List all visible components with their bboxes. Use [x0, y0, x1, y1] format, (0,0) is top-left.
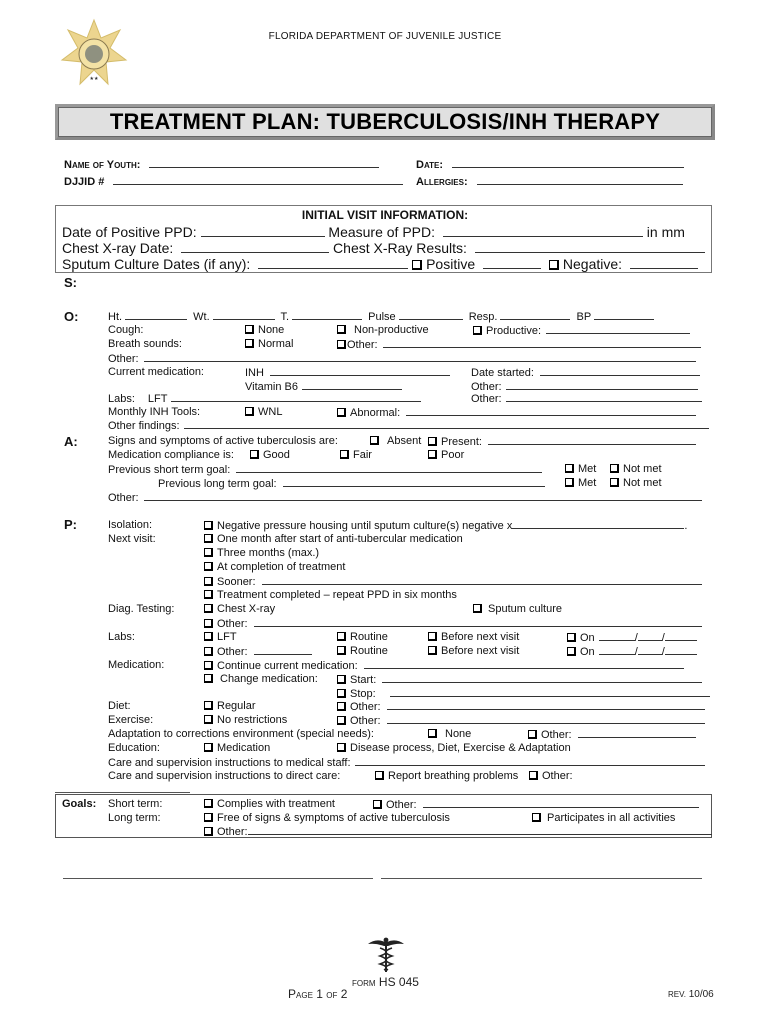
other-before-next-visit-label: Before next visit — [441, 645, 520, 657]
care-medical-staff-field[interactable] — [355, 756, 705, 766]
isolation-label: Isolation: — [108, 519, 153, 531]
agency-name: FLORIDA DEPARTMENT OF JUVENILE JUSTICE — [268, 31, 502, 42]
prev-short-goal-label: Previous short term goal: — [108, 464, 231, 476]
current-medication-label: Current medication: — [108, 366, 204, 378]
short-other-field[interactable] — [423, 798, 699, 808]
treatment-completed-label: Treatment completed – repeat PPD in six months — [217, 589, 457, 601]
pulse-field[interactable] — [399, 310, 463, 320]
next-visit-one-month-checkbox[interactable] — [204, 534, 213, 543]
cough-none-checkbox[interactable] — [245, 325, 254, 334]
compliance-good-label: Good — [263, 449, 290, 461]
chest-xray-row — [62, 240, 705, 256]
continue-medication-label: Continue current medication: — [217, 660, 358, 672]
edu-disease-label: Disease process, Diet, Exercise & Adaptation — [350, 742, 571, 754]
signature-line-left[interactable] — [63, 878, 373, 879]
next-visit-completion-checkbox[interactable] — [204, 562, 213, 571]
abnormal-label: Abnormal: — [350, 407, 401, 419]
wnl-checkbox[interactable] — [245, 407, 254, 416]
date-row — [416, 158, 684, 172]
page-of: OF — [326, 991, 338, 1000]
date-started-field[interactable] — [540, 366, 700, 376]
resp-field[interactable] — [500, 310, 570, 320]
lft-label: LFT — [147, 393, 168, 405]
compliance-fair-label: Fair — [353, 449, 372, 461]
cough-nonproductive-label: Non-productive — [354, 324, 429, 336]
vitals-row — [108, 310, 657, 324]
positive-checkbox[interactable] — [412, 260, 422, 270]
form-title: TREATMENT PLAN: TUBERCULOSIS/INH THERAPY — [109, 109, 661, 134]
other-routine-label: Routine — [350, 645, 388, 657]
lft-on-day-field[interactable] — [638, 631, 662, 641]
name-of-youth-row — [64, 158, 379, 172]
goals-label: Goals: — [62, 798, 97, 810]
assessment-other-field[interactable] — [144, 491, 702, 501]
compliance-label: Medication compliance is: — [108, 449, 234, 461]
other-on-month-field[interactable] — [599, 645, 635, 655]
long-other-checkbox[interactable] — [204, 827, 213, 836]
complies-label: Complies with treatment — [217, 798, 335, 810]
lft-routine-label: Routine — [350, 631, 388, 643]
page-number: 1 — [316, 987, 323, 1001]
weight-field[interactable] — [213, 310, 275, 320]
abnormal-checkbox[interactable] — [337, 408, 346, 417]
adaptation-label: Adaptation to corrections environment (special needs): — [108, 728, 374, 740]
lft-routine-checkbox[interactable] — [337, 632, 346, 641]
present-field[interactable] — [488, 435, 696, 445]
allergies-row — [416, 175, 683, 189]
report-breathing-checkbox[interactable] — [375, 771, 384, 780]
exercise-other-field[interactable] — [387, 714, 705, 724]
start-checkbox[interactable] — [337, 675, 346, 684]
breath-other-field[interactable] — [383, 338, 701, 348]
compliance-good-checkbox[interactable] — [250, 450, 259, 459]
djjid-label: DJJID # — [64, 176, 105, 188]
adaptation-other-field[interactable] — [578, 728, 696, 738]
exercise-other-checkbox[interactable] — [337, 716, 346, 725]
plan-labs-label: Labs: — [108, 631, 135, 643]
breath-other-checkbox[interactable] — [337, 340, 346, 349]
start-field[interactable] — [382, 673, 702, 683]
next-visit-sooner-field[interactable] — [262, 575, 702, 585]
chest-xray-results-label: Chest X-Ray Results: — [333, 240, 467, 256]
plan-medication-label: Medication: — [108, 659, 165, 671]
positive-label: Positive — [426, 256, 476, 272]
free-of-signs-checkbox[interactable] — [204, 813, 213, 822]
sputum-culture-dates-label: Sputum Culture Dates (if any): — [62, 256, 251, 272]
next-visit-sooner-label: Sooner: — [217, 576, 256, 588]
next-visit-one-month-label: One month after start of anti-tubercular medication — [217, 533, 463, 545]
labs-label: Labs: — [108, 393, 135, 405]
measure-ppd-label: Measure of PPD: — [328, 224, 436, 240]
present-checkbox[interactable] — [428, 437, 437, 446]
chest-xray-date-label: Chest X-ray Date: — [62, 240, 174, 256]
medication-other-1-field[interactable] — [506, 380, 698, 390]
signs-symptoms-label: Signs and symptoms of active tuberculosis are: — [108, 435, 338, 447]
chest-xray-results-field[interactable] — [475, 243, 705, 253]
inh-field[interactable] — [270, 366, 450, 376]
prev-long-goal-field[interactable] — [283, 477, 545, 487]
lft-on-label: On — [580, 632, 595, 644]
short-other-label: Other: — [386, 799, 417, 811]
date-positive-ppd-field[interactable] — [201, 227, 325, 237]
page-total: 2 — [340, 987, 348, 1001]
other-on-day-field[interactable] — [638, 645, 662, 655]
continue-medication-field[interactable] — [364, 659, 684, 669]
long-not-met-label: Not met — [623, 477, 662, 489]
isolation-option-label: Negative pressure housing until sputum culture(s) negative x — [217, 520, 513, 532]
weight-label: Wt. — [193, 311, 210, 323]
diag-other-field[interactable] — [254, 617, 702, 627]
change-medication-label: Change medication: — [220, 673, 318, 685]
stop-field[interactable] — [390, 687, 710, 697]
prev-long-goal-label: Previous long term goal: — [158, 478, 277, 490]
long-other-label: Other: — [217, 826, 248, 838]
isolation-checkbox[interactable] — [204, 521, 213, 530]
medication-other-2-field[interactable] — [506, 392, 702, 402]
revision — [668, 989, 714, 1000]
labs-other-label: Other: — [217, 646, 248, 658]
change-medication-checkbox[interactable] — [204, 674, 213, 683]
labs-other-field[interactable] — [254, 645, 312, 655]
care-other-checkbox[interactable] — [529, 771, 538, 780]
lft-before-next-visit-checkbox[interactable] — [428, 632, 437, 641]
prev-short-goal-field[interactable] — [236, 463, 542, 473]
djjid-row — [64, 175, 403, 189]
resp-label: Resp. — [468, 311, 498, 323]
name-of-youth-label: Name of Youth: — [64, 159, 141, 171]
next-visit-three-months-checkbox[interactable] — [204, 548, 213, 557]
long-met-label: Met — [578, 477, 597, 489]
breath-normal-checkbox[interactable] — [245, 339, 254, 348]
date-field[interactable] — [452, 158, 684, 168]
diet-regular-checkbox[interactable] — [204, 701, 213, 710]
diet-regular-label: Regular — [217, 700, 256, 712]
next-visit-completion-label: At completion of treatment — [217, 561, 346, 573]
long-term-label: Long term: — [108, 812, 161, 824]
stop-checkbox[interactable] — [337, 689, 346, 698]
monthly-inh-label: Monthly INH Tools: — [108, 406, 201, 418]
short-term-label: Short term: — [108, 798, 163, 810]
diag-other-checkbox[interactable] — [204, 619, 213, 628]
medication-other-1-label: Other: — [471, 381, 502, 393]
chest-xray-checkbox[interactable] — [204, 604, 213, 613]
education-label: Education: — [108, 742, 160, 754]
bp-field[interactable] — [594, 310, 654, 320]
cough-productive-checkbox[interactable] — [473, 326, 482, 335]
chest-xray-date-field[interactable] — [181, 243, 329, 253]
rev-date: 10/06 — [688, 989, 714, 1000]
name-of-youth-field[interactable] — [149, 158, 379, 168]
assessment-label: A: — [64, 434, 78, 449]
lft-on-month-field[interactable] — [599, 631, 635, 641]
other-routine-checkbox[interactable] — [337, 646, 346, 655]
continue-medication-checkbox[interactable] — [204, 661, 213, 670]
other-before-next-visit-checkbox[interactable] — [428, 646, 437, 655]
other-on-label: On — [580, 646, 595, 658]
positive-field[interactable] — [483, 259, 541, 269]
temperature-field[interactable] — [292, 310, 362, 320]
divider-line — [55, 792, 190, 793]
date-positive-ppd-row — [62, 224, 685, 240]
next-visit-sooner-checkbox[interactable] — [204, 577, 213, 586]
cough-productive-field[interactable] — [546, 324, 690, 334]
svg-text:★★: ★★ — [89, 76, 99, 82]
free-of-signs-label: Free of signs & symptoms of active tuberculosis — [217, 812, 450, 824]
cough-label: Cough: — [108, 324, 144, 336]
vitamin-b6-field[interactable] — [302, 380, 402, 390]
objective-label: O: — [64, 309, 79, 324]
short-not-met-checkbox[interactable] — [610, 464, 619, 473]
wnl-label: WNL — [258, 406, 283, 418]
subjective-label: S: — [64, 275, 77, 290]
treatment-completed-checkbox[interactable] — [204, 590, 213, 599]
other-findings-label: Other findings: — [108, 420, 180, 432]
form-number-value: HS 045 — [378, 975, 419, 989]
absent-checkbox[interactable] — [370, 436, 379, 445]
plan-lft-checkbox[interactable] — [204, 632, 213, 641]
medication-other-2-label: Other: — [471, 393, 502, 405]
sputum-culture-label: Sputum culture — [488, 603, 562, 615]
edu-medication-checkbox[interactable] — [204, 743, 213, 752]
labs-other-checkbox[interactable] — [204, 647, 213, 656]
date-positive-ppd-label: Date of Positive PPD: — [62, 224, 197, 240]
negative-checkbox[interactable] — [549, 260, 559, 270]
long-other-field[interactable] — [248, 825, 712, 835]
isolation-negative-x-field[interactable] — [512, 519, 684, 529]
diet-other-field[interactable] — [387, 700, 705, 710]
participates-label: Participates in all activities — [547, 812, 676, 824]
adaptation-none-label: None — [445, 728, 472, 740]
vitamin-b6-label: Vitamin B6 — [245, 381, 298, 393]
date-label: Date: — [416, 159, 444, 171]
chest-xray-label: Chest X-ray — [217, 603, 276, 615]
complies-checkbox[interactable] — [204, 799, 213, 808]
report-breathing-label: Report breathing problems — [388, 770, 519, 782]
height-field[interactable] — [125, 310, 187, 320]
assessment-other-label: Other: — [108, 492, 139, 504]
cough-nonproductive-checkbox[interactable] — [337, 325, 346, 334]
care-direct-label: Care and supervision instructions to direct care: — [108, 770, 341, 782]
diet-other-label: Other: — [350, 701, 381, 713]
pulse-label: Pulse — [368, 311, 396, 323]
edu-medication-label: Medication — [217, 742, 271, 754]
participates-checkbox[interactable] — [532, 813, 541, 822]
edu-disease-checkbox[interactable] — [337, 743, 346, 752]
start-label: Start: — [350, 674, 377, 686]
long-not-met-checkbox[interactable] — [610, 478, 619, 487]
bp-label: BP — [576, 311, 592, 323]
exercise-label: Exercise: — [108, 714, 154, 726]
cough-productive-label: Productive: — [486, 325, 542, 337]
short-not-met-label: Not met — [623, 463, 662, 475]
form-title-box — [55, 104, 715, 140]
signature-line-right[interactable] — [381, 878, 702, 879]
other-findings-field[interactable] — [184, 419, 709, 429]
next-visit-three-months-label: Three months (max.) — [217, 547, 320, 559]
next-visit-label: Next visit: — [108, 533, 156, 545]
present-label: Present: — [441, 436, 482, 448]
allergies-label: Allergies: — [416, 176, 468, 188]
short-met-label: Met — [578, 463, 597, 475]
breath-other-label: Other: — [347, 339, 378, 351]
care-medical-staff-label: Care and supervision instructions to medical staff: — [108, 757, 351, 769]
djjid-field[interactable] — [113, 175, 403, 185]
negative-field[interactable] — [630, 259, 698, 269]
short-met-checkbox[interactable] — [565, 464, 574, 473]
page-prefix: Page — [288, 987, 313, 1001]
initial-visit-heading: INITIAL VISIT INFORMATION: — [301, 208, 469, 222]
form-prefix: FORM — [352, 979, 376, 988]
breath-sounds-label: Breath sounds: — [108, 338, 182, 350]
form-number — [352, 975, 419, 989]
sputum-culture-dates-field[interactable] — [258, 259, 408, 269]
sputum-culture-checkbox[interactable] — [473, 604, 482, 613]
lft-before-next-visit-label: Before next visit — [441, 631, 520, 643]
adaptation-none-checkbox[interactable] — [428, 729, 437, 738]
diag-testing-label: Diag. Testing: — [108, 603, 175, 615]
in-mm-label: in mm — [646, 224, 685, 240]
lft-field[interactable] — [171, 392, 421, 402]
other-on-year-field[interactable] — [665, 645, 697, 655]
rev-prefix: REV. — [668, 990, 686, 999]
adaptation-other-checkbox[interactable] — [528, 730, 537, 739]
temperature-label: T. — [280, 311, 290, 323]
stop-label: Stop: — [350, 688, 376, 700]
compliance-poor-label: Poor — [441, 449, 465, 461]
sputum-culture-row — [62, 256, 698, 272]
exercise-other-label: Other: — [350, 715, 381, 727]
objective-other-label: Other: — [108, 353, 139, 365]
allergies-field[interactable] — [477, 175, 683, 185]
negative-label: Negative: — [562, 256, 623, 272]
no-restrictions-checkbox[interactable] — [204, 715, 213, 724]
absent-label: Absent — [387, 435, 422, 447]
diag-other-label: Other: — [217, 618, 248, 630]
compliance-fair-checkbox[interactable] — [340, 450, 349, 459]
plan-label: P: — [64, 517, 77, 532]
long-met-checkbox[interactable] — [565, 478, 574, 487]
no-restrictions-label: No restrictions — [217, 714, 288, 726]
measure-ppd-field[interactable] — [443, 227, 643, 237]
lft-on-checkbox[interactable] — [567, 633, 576, 642]
cough-none-label: None — [258, 324, 285, 336]
adaptation-other-label: Other: — [541, 729, 572, 741]
caduceus-icon — [366, 934, 406, 974]
objective-other-field[interactable] — [144, 352, 696, 362]
plan-lft-label: LFT — [217, 631, 237, 643]
date-started-label: Date started: — [471, 367, 534, 379]
other-on-checkbox[interactable] — [567, 647, 576, 656]
diet-other-checkbox[interactable] — [337, 702, 346, 711]
care-other-label: Other: — [542, 770, 573, 782]
abnormal-field[interactable] — [406, 406, 696, 416]
lft-on-year-field[interactable] — [665, 631, 697, 641]
compliance-poor-checkbox[interactable] — [428, 450, 437, 459]
page-indicator — [288, 987, 347, 1001]
short-other-checkbox[interactable] — [373, 800, 382, 809]
sheriff-star-badge-icon — [60, 18, 128, 94]
diet-label: Diet: — [108, 700, 131, 712]
height-label: Ht. — [108, 311, 123, 323]
breath-normal-label: Normal — [258, 338, 294, 350]
inh-label: INH — [245, 367, 264, 379]
